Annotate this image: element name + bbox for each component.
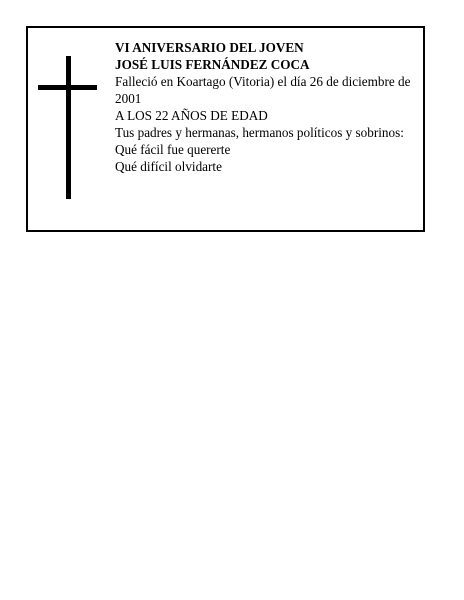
verse-line-1: Qué fácil fue quererte <box>115 142 231 157</box>
cross-vertical-bar <box>66 56 71 199</box>
family-line: Tus padres y hermanas, hermanos políticos y sobrinos: <box>115 125 404 140</box>
anniversary-heading: VI ANIVERSARIO DEL JOVEN <box>115 40 304 55</box>
verse-line-2: Qué difícil olvidarte <box>115 159 222 174</box>
death-info: Falleció en Koartago (Vitoria) el día 26 de diciembre de 2001 <box>115 74 411 106</box>
cross-horizontal-bar <box>38 85 97 90</box>
age-line: A LOS 22 AÑOS DE EDAD <box>115 108 268 123</box>
notice-text <box>115 39 423 175</box>
obituary-notice <box>26 26 425 232</box>
deceased-name: JOSÉ LUIS FERNÁNDEZ COCA <box>115 57 310 72</box>
